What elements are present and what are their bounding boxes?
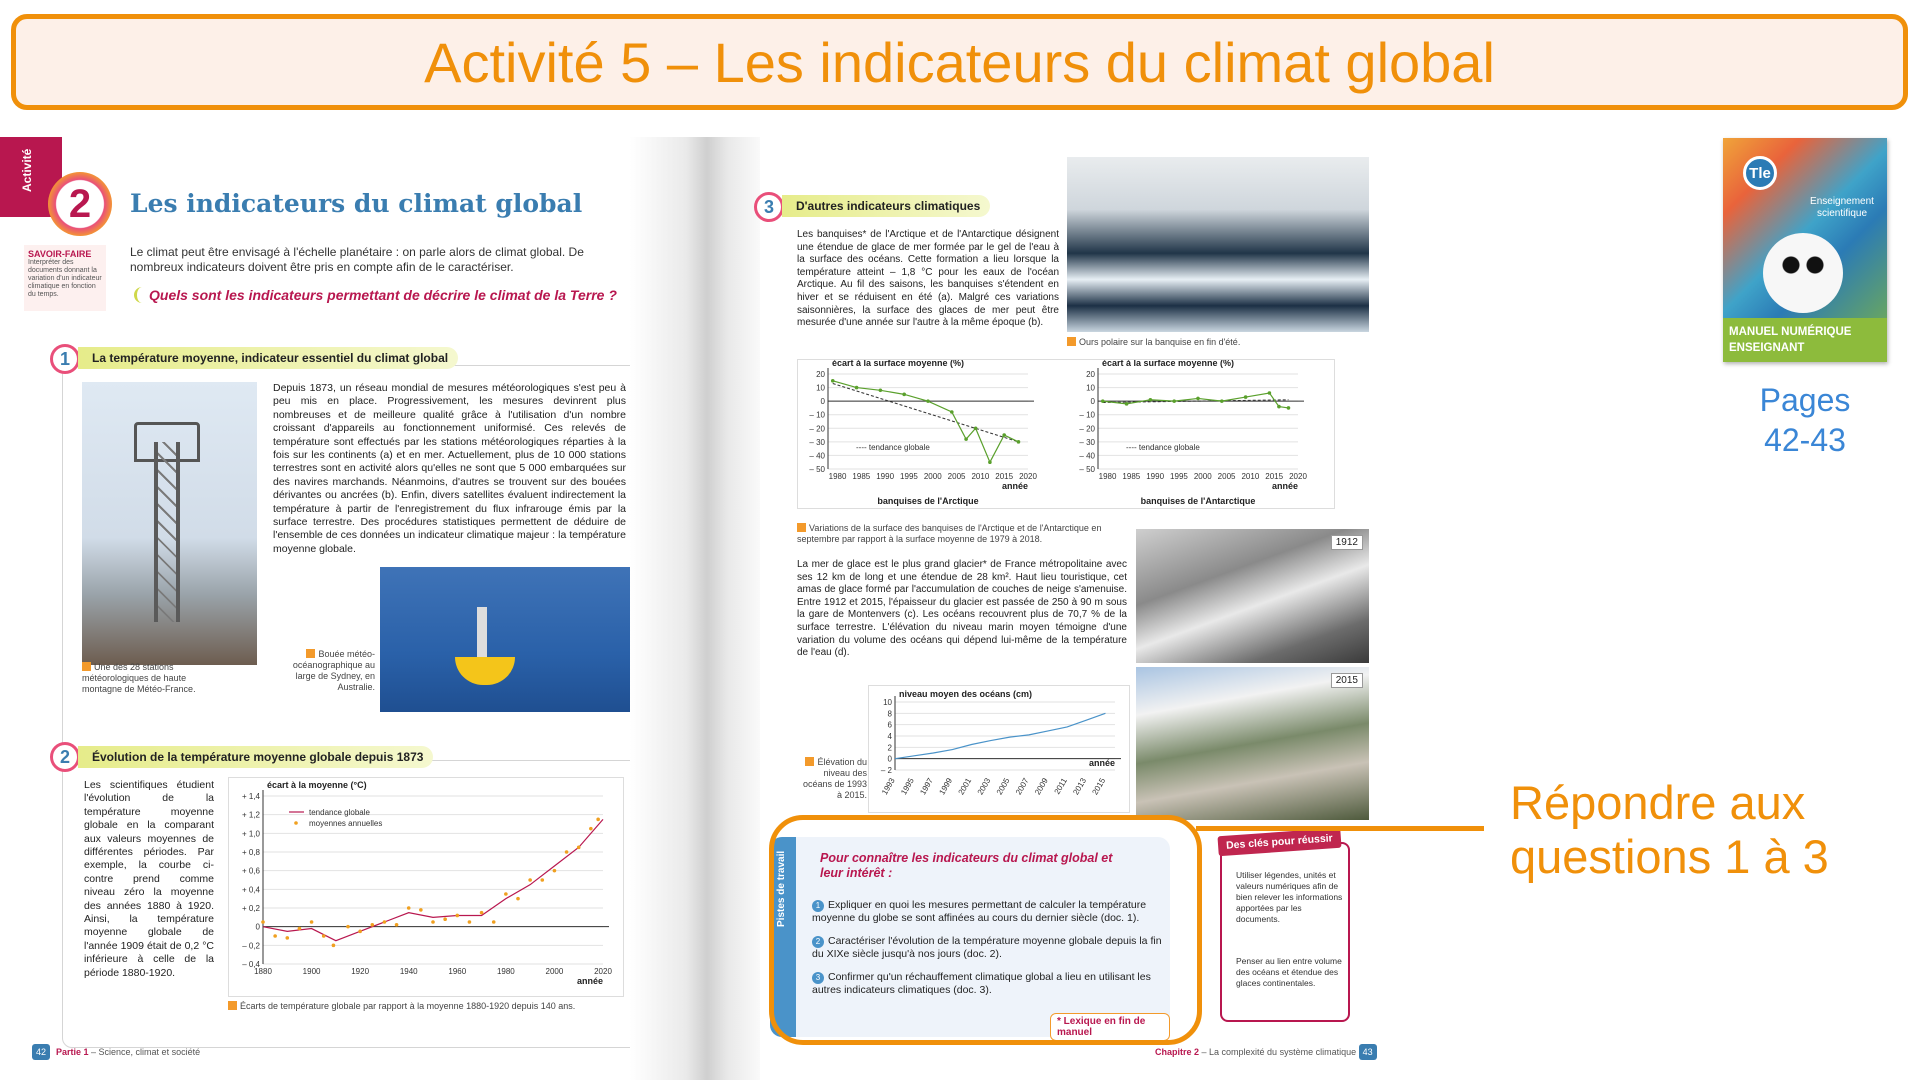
temp-point <box>285 936 289 940</box>
arctic-x-tick: 1980 <box>828 472 847 481</box>
temp-x-tick: 1880 <box>254 967 272 976</box>
left-page <box>0 137 640 1080</box>
footer-right-chapter: Chapitre 2 <box>1155 1047 1200 1057</box>
buoy-photo <box>380 567 638 712</box>
sea-x-tick: 1999 <box>937 776 955 797</box>
pages-label: Pages <box>1759 382 1851 418</box>
temp-point <box>565 850 569 854</box>
arctic-y-tick: 0 <box>820 397 825 407</box>
arctic-title: banquises de l'Arctique <box>877 496 979 506</box>
temp-point <box>332 944 336 948</box>
sea-y-tick: 10 <box>883 698 892 707</box>
antarctic-point <box>1287 406 1291 410</box>
cles-heading: Des clés pour réussir <box>1217 828 1341 857</box>
doc3-caption-d <box>797 757 867 801</box>
arctic-y-tick: – 20 <box>809 424 825 434</box>
glacier-2015-photo <box>1136 667 1369 820</box>
savoir-faire-title: SAVOIR-FAIRE <box>28 249 92 259</box>
doc3-caption-d-tag <box>805 757 814 766</box>
temp-x-tick: 1940 <box>399 967 418 976</box>
antarctic-point <box>1277 405 1281 409</box>
temp-point <box>370 923 374 927</box>
doc2-title: Évolution de la température moyenne globale depuis 1873 <box>78 746 433 768</box>
temp-x-tick: 1920 <box>351 967 370 976</box>
activity-title: Les indicateurs du climat global <box>130 189 583 218</box>
doc3-caption-b-tag <box>797 523 806 532</box>
arctic-y-label: écart à la surface moyenne (%) <box>832 360 965 368</box>
year-2015-tag: 2015 <box>1331 673 1363 688</box>
footer-left-text: – Science, climat et société <box>88 1047 201 1057</box>
temp-y-tick: + 0,4 <box>241 885 260 895</box>
temp-point <box>577 846 581 850</box>
temp-x-tick: 1960 <box>448 967 467 976</box>
polar-bear-ice-photo <box>1067 157 1369 332</box>
sea-x-tick: 2005 <box>994 776 1012 797</box>
temp-y-label: écart à la moyenne (°C) <box>267 780 367 790</box>
temp-point <box>358 930 362 934</box>
temp-y-tick: – 0,4 <box>242 960 260 969</box>
temp-x-tick: 1900 <box>302 967 321 976</box>
doc1-caption-a <box>82 662 222 695</box>
arctic-point <box>1002 433 1006 437</box>
arctic-point <box>974 426 978 430</box>
activity-tab-label: Activité <box>20 148 34 192</box>
arctic-x-tick: 1985 <box>852 472 871 481</box>
manual-cover[interactable] <box>1723 138 1887 362</box>
antarctic-y-tick: – 50 <box>1079 465 1095 474</box>
temp-point <box>431 920 435 924</box>
antarctic-point <box>1244 395 1248 399</box>
doc1-caption-a-text: Une des 28 stations météorologiques de haute montagne de Météo-France. <box>82 662 196 694</box>
instruction-text: Répondre aux questions 1 à 3 <box>1510 776 1829 883</box>
savoir-faire-box <box>24 245 106 311</box>
savoir-faire-text: Interpréter des documents donnant la variation d'un indicateur climatique en fonction du temps. <box>28 259 102 298</box>
weather-station-photo <box>82 382 257 665</box>
sea-y-tick: 0 <box>887 754 892 764</box>
antarctic-point <box>1172 399 1176 403</box>
sea-y-label: niveau moyen des océans (cm) <box>899 689 1033 699</box>
arctic-y-tick: – 40 <box>809 451 825 461</box>
sea-y-tick: 2 <box>887 743 892 753</box>
sea-level-chart-svg <box>869 686 1131 814</box>
antarctic-x-tick: 2000 <box>1193 472 1212 481</box>
temp-legend-annual: moyennes annuelles <box>309 819 383 828</box>
temp-point <box>468 920 472 924</box>
arctic-x-tick: 2005 <box>947 472 966 481</box>
arctic-x-tick: 2015 <box>995 472 1014 481</box>
question-2-text: Caractériser l'évolution de la température moyenne globale depuis la fin du XIXe siècle jusqu'à nos jours (doc. 2). <box>812 935 1162 960</box>
sea-x-tick: 2007 <box>1013 776 1031 797</box>
antarctic-y-label: écart à la surface moyenne (%) <box>1102 360 1235 368</box>
temp-point <box>480 911 484 915</box>
pages-reference <box>1718 380 1892 460</box>
arctic-point <box>831 379 835 383</box>
footer-right-page: 43 <box>1359 1044 1377 1060</box>
doc3-caption-b-text: Variations de la surface des banquises de l'Arctique et de l'Antarctique en septembre par rapport à la surface moyenne de 1979 à 2018. <box>797 523 1102 544</box>
antarctic-x-tick: 1985 <box>1122 472 1141 481</box>
question-3-number: 3 <box>812 972 824 984</box>
doc3-caption-a-text: Ours polaire sur la banquise en fin d'été. <box>1079 337 1241 347</box>
arctic-point <box>950 410 954 414</box>
temp-point <box>455 914 459 918</box>
temp-y-tick: + 1,0 <box>241 829 260 839</box>
cles-pour-reussir-box <box>1220 832 1350 1022</box>
sea-x-tick: 2001 <box>956 776 974 797</box>
antarctic-point <box>1149 398 1153 402</box>
cles-item-2: Penser au lien entre volume des océans et étendue des glaces continentales. <box>1236 956 1342 988</box>
pistes-heading: Pour connaître les indicateurs du climat global et leur intérêt : <box>820 851 1113 880</box>
temp-x-tick: 1980 <box>496 967 515 976</box>
arctic-x-tick: 2010 <box>971 472 990 481</box>
sea-y-tick: – 2 <box>880 766 892 775</box>
doc3-caption-a-tag <box>1067 337 1076 346</box>
antarctic-title: banquises de l'Antarctique <box>1140 496 1256 506</box>
arctic-point <box>879 388 883 392</box>
question-1-number: 1 <box>812 900 824 912</box>
doc1-caption-b <box>280 649 375 693</box>
cover-level-badge: Tle <box>1743 156 1777 190</box>
textbook-spread <box>0 137 1420 1080</box>
arctic-y-tick: – 30 <box>809 437 825 447</box>
temp-y-tick: + 0,8 <box>241 848 260 857</box>
antarctic-x-tick: 2005 <box>1217 472 1236 481</box>
temp-x-label: année <box>576 976 603 986</box>
arctic-y-tick: – 50 <box>809 465 825 474</box>
arctic-point <box>964 437 968 441</box>
highlight-connector-line <box>1196 826 1484 831</box>
caption-b-tag <box>306 649 315 658</box>
antarctic-y-tick: 20 <box>1086 370 1095 379</box>
antarctic-y-tick: – 30 <box>1079 437 1095 447</box>
question-1-text: Expliquer en quoi les mesures permettant de calculer la température moyenne du globe se sont affinées au cours du dernier siècle (doc. 1). <box>812 899 1147 924</box>
arctic-point <box>902 393 906 397</box>
antarctic-point <box>1125 402 1129 406</box>
antarctic-x-tick: 2020 <box>1289 472 1307 481</box>
antarctic-x-tick: 2010 <box>1241 472 1260 481</box>
cover-band: MANUEL NUMÉRIQUE ENSEIGNANT <box>1723 318 1887 362</box>
sea-x-tick: 2009 <box>1033 776 1050 797</box>
temp-point <box>540 878 544 882</box>
temp-point <box>516 897 520 901</box>
temp-point <box>492 920 496 924</box>
temp-y-tick: – 0,2 <box>242 941 260 951</box>
temp-point <box>346 925 350 929</box>
doc2-caption-text: Écarts de température globale par rapport à la moyenne 1880-1920 depuis 140 ans. <box>240 1001 576 1011</box>
footer-right <box>1155 1044 1383 1060</box>
antarctic-point <box>1101 399 1105 403</box>
temp-point <box>596 818 600 822</box>
panda-image <box>1763 233 1843 313</box>
question-2-number: 2 <box>812 936 824 948</box>
antarctic-x-tick: 1990 <box>1146 472 1165 481</box>
temp-y-tick: + 1,2 <box>241 810 260 820</box>
arctic-point <box>926 399 930 403</box>
temp-point <box>504 892 508 896</box>
arctic-series-0 <box>833 384 1019 442</box>
temp-y-tick: + 1,4 <box>241 792 260 801</box>
question-3-text: Confirmer qu'un réchauffement climatique global a lieu en utilisant les autres indicateurs climatiques (doc. 3). <box>812 971 1151 996</box>
doc1-badge: 1 <box>50 344 80 374</box>
arctic-point <box>1017 440 1021 444</box>
doc3-title: D'autres indicateurs climatiques <box>782 195 990 217</box>
temperature-chart-svg <box>229 778 625 998</box>
arctic-x-label: année <box>1001 481 1028 491</box>
doc3-caption-d-text: Élévation du niveau des océans de 1993 à 2015. <box>802 757 867 800</box>
cover-subject: Enseignement scientifique <box>1810 196 1874 219</box>
sea-level-chart <box>868 685 1130 813</box>
arctic-point <box>988 460 992 464</box>
antarctic-point <box>1196 397 1200 401</box>
temp-legend-dot <box>294 821 298 825</box>
temp-point <box>310 920 314 924</box>
activity-number: 2 <box>48 172 112 236</box>
temp-point <box>298 927 302 931</box>
temp-x-tick: 2020 <box>594 967 612 976</box>
antarctic-x-label: année <box>1271 481 1298 491</box>
arctic-point <box>855 386 859 390</box>
doc3-text2: La mer de glace est le plus grand glacier* de France métropolitaine avec ses 12 km de long et une étendue de 28 km². Haut lieu touristique, cet amas de glace formé par l'accumulation de couches de neige s'amenuise. Entre 1912 et 2015, l'épaisseur du glacier est passée de 250 à 90 m sous la gare de Montenvers (c). Les océans recouvrent plus de 70,7 % de la surface terrestre. L'élévation du niveau marin moyen témoigne d'une variation du volume des océans qui dépend lui-même de la température de l'eau (d). <box>797 559 1127 659</box>
antarctic-y-tick: – 40 <box>1079 451 1095 461</box>
sea-ice-charts-svg <box>798 360 1336 510</box>
sea-ice-charts <box>797 359 1335 509</box>
footer-right-text: – La complexité du système climatique <box>1199 1047 1357 1057</box>
arctic-y-tick: – 10 <box>809 410 825 420</box>
pages-range: 42-43 <box>1764 422 1846 458</box>
temp-y-tick: + 0,2 <box>241 904 260 913</box>
antarctic-y-tick: 0 <box>1090 397 1095 407</box>
antarctic-x-tick: 1995 <box>1170 472 1188 481</box>
pistes-side-label: Pistes de travail <box>776 850 787 927</box>
sea-x-tick: 1993 <box>880 776 897 797</box>
arctic-x-tick: 1990 <box>876 472 895 481</box>
doc3-text1: Les banquises* de l'Arctique et de l'Antarctique désignent une étendue de glace de mer formée par le gel de l'eau à la surface des océans. Cette formation a lieu lorsque la température atteint – 1,8 °C pour les eaux de l'océan Arctique. Au fil des saisons, les banquises s'étendent en hiver et se réduisent en été (a). Malgré ces variations saisonnières, la surface des glaces de mer peut être mesurée d'une année sur l'autre à la même époque (b). <box>797 229 1059 329</box>
temp-x-tick: 2000 <box>545 967 564 976</box>
footer-left-page: 42 <box>32 1044 50 1060</box>
temp-point <box>273 934 277 938</box>
antarctic-legend: ---- tendance globale <box>1126 443 1200 452</box>
slide-title: Activité 5 – Les indicateurs du climat global <box>424 30 1495 94</box>
doc1-text: Depuis 1873, un réseau mondial de mesures météorologiques s'est peu à peu mis en place. Progressivement, les mesures devinrent plus nombreuses et de meilleure qualité grâce à l'utilisation d'un nombre croissant d'appareils au fonctionnement uniformisé. Ces relevés de température sont effectués par les stations météorologiques réparties à la fois sur les continents (a) et en mer. Actuellement, plus de 10 000 stations terrestres sont en activité alors qu'elles ne sont que 5 000 embarquées sur des navires marchands. Néanmoins, d'autres se trouvent sur des bouées dérivantes ou ancrées (b). Enfin, divers satellites évaluent indirectement la température à partir de l'enregistrement du flux infrarouge émis par la surface terrestre. Des procédures statistiques permettent de déduire de l'ensemble de ces données un indicateur climatique majeur : la température moyenne globale. <box>273 382 626 555</box>
sea-x-tick: 2011 <box>1052 776 1069 796</box>
doc2-text: Les scientifiques étudient l'évolution de la température moyenne globale en la comparant aux valeurs moyennes de différentes périodes. Par exemple, la courbe ci-contre prend comme niveau zéro la moyenne des années 1880 à 1920. Ainsi, la température moyenne globale de l'année 1909 était de 0,2 °C inférieure à celle de la période 1880-1920. <box>84 779 214 979</box>
book-gutter <box>630 137 770 1080</box>
doc2-caption <box>228 1001 628 1012</box>
arctic-y-tick: 20 <box>816 370 825 379</box>
arctic-x-tick: 2000 <box>923 472 942 481</box>
sea-y-tick: 8 <box>887 709 892 719</box>
intro-text: Le climat peut être envisagé à l'échelle planétaire : on parle alors de climat global. De nombreux indicateurs doivent être pris en compte afin de le caractériser. <box>130 245 584 274</box>
sea-x-tick: 1997 <box>918 776 935 797</box>
doc2-caption-tag <box>228 1001 237 1010</box>
sea-x-tick: 2013 <box>1071 776 1089 797</box>
glacier-1912-photo <box>1136 529 1369 663</box>
sea-x-tick: 1995 <box>899 776 916 797</box>
antarctic-x-tick: 2015 <box>1265 472 1284 481</box>
temp-point <box>395 923 399 927</box>
questions-highlight-ring <box>769 815 1202 1045</box>
temp-legend-trend: tendance globale <box>309 808 370 817</box>
temp-point <box>419 908 423 912</box>
doc3-caption-b <box>797 523 1127 545</box>
temperature-chart <box>228 777 624 997</box>
temp-point <box>322 934 326 938</box>
doc1-title: La température moyenne, indicateur essentiel du climat global <box>78 347 458 369</box>
sea-x-label: année <box>1088 758 1115 768</box>
temp-y-tick: 0 <box>255 922 260 932</box>
doc3-caption-a <box>1067 337 1367 348</box>
doc1-caption-b-text: Bouée météo-océanographique au large de Sydney, en Australie. <box>292 649 375 692</box>
temp-y-tick: + 0,6 <box>241 866 260 876</box>
year-1912-tag: 1912 <box>1331 535 1363 550</box>
arctic-x-tick: 1995 <box>900 472 918 481</box>
cles-item-1: Utiliser légendes, unités et valeurs numériques afin de bien relever les informations apportées par les documents. <box>1236 870 1343 924</box>
temp-point <box>528 878 532 882</box>
arctic-legend: ---- tendance globale <box>856 443 930 452</box>
temp-point <box>589 827 593 831</box>
antarctic-point <box>1268 391 1272 395</box>
antarctic-y-tick: 10 <box>1086 383 1095 393</box>
sea-x-tick: 2003 <box>975 776 993 797</box>
antarctic-y-tick: – 20 <box>1079 424 1095 434</box>
arctic-y-tick: 10 <box>816 383 825 393</box>
sea-y-tick: 4 <box>887 732 892 741</box>
lexique-note: * Lexique en fin de manuel <box>1050 1013 1170 1041</box>
footer-left-part: Partie 1 <box>56 1047 89 1057</box>
temp-point <box>407 906 411 910</box>
doc3-badge: 3 <box>754 192 784 222</box>
antarctic-point <box>1220 399 1224 403</box>
sea-x-tick: 2015 <box>1090 776 1108 797</box>
temp-point <box>553 869 557 873</box>
guiding-question: Quels sont les indicateurs permettant de décrire le climat de la Terre ? <box>134 287 617 303</box>
temp-point <box>383 920 387 924</box>
antarctic-y-tick: – 10 <box>1079 410 1095 420</box>
arctic-x-tick: 2020 <box>1019 472 1037 481</box>
sea-y-tick: 6 <box>887 720 892 730</box>
footer-left <box>32 1044 200 1060</box>
temp-point <box>443 917 447 921</box>
antarctic-x-tick: 1980 <box>1098 472 1117 481</box>
temp-point <box>261 920 265 924</box>
caption-a-tag <box>82 662 91 671</box>
doc2-badge: 2 <box>50 742 80 772</box>
title-banner <box>11 14 1908 110</box>
